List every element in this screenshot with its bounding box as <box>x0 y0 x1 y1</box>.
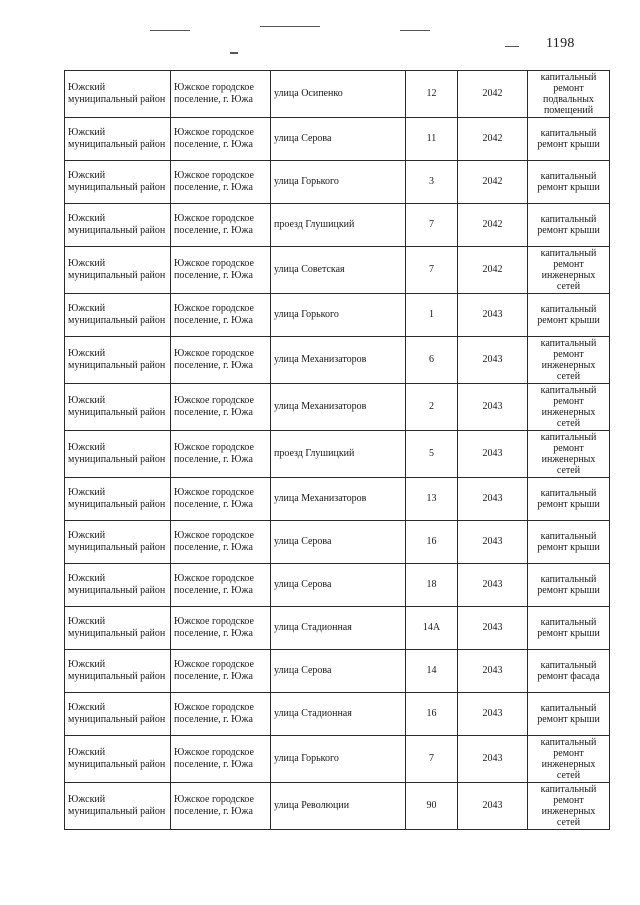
street-cell: улица Горького <box>271 161 406 204</box>
street-cell: улица Механизаторов <box>271 384 406 431</box>
table-row <box>65 247 610 294</box>
work-type-cell: капитальный ремонт крыши <box>528 693 610 736</box>
table-row <box>65 294 610 337</box>
settlement-cell: Южское городское поселение, г. Южа <box>171 521 271 564</box>
scan-artifact <box>150 30 190 31</box>
work-type-cell: капитальный ремонт инженерных сетей <box>528 431 610 478</box>
street-cell: улица Механизаторов <box>271 478 406 521</box>
district-cell: Южский муниципальный район <box>65 564 171 607</box>
house-number-cell: 2 <box>406 384 458 431</box>
street-cell: улица Осипенко <box>271 71 406 118</box>
settlement-cell: Южское городское поселение, г. Южа <box>171 607 271 650</box>
street-cell: улица Серова <box>271 650 406 693</box>
street-cell: улица Серова <box>271 118 406 161</box>
work-type-cell: капитальный ремонт инженерных сетей <box>528 247 610 294</box>
street-cell: улица Серова <box>271 521 406 564</box>
street-cell: улица Стадионная <box>271 693 406 736</box>
district-cell: Южский муниципальный район <box>65 521 171 564</box>
year-cell: 2043 <box>458 521 528 564</box>
house-number-cell: 16 <box>406 693 458 736</box>
district-cell: Южский муниципальный район <box>65 337 171 384</box>
street-cell: улица Горького <box>271 736 406 783</box>
house-number-cell: 18 <box>406 564 458 607</box>
year-cell: 2043 <box>458 736 528 783</box>
settlement-cell: Южское городское поселение, г. Южа <box>171 204 271 247</box>
settlement-cell: Южское городское поселение, г. Южа <box>171 693 271 736</box>
house-number-cell: 5 <box>406 431 458 478</box>
house-number-cell: 7 <box>406 736 458 783</box>
settlement-cell: Южское городское поселение, г. Южа <box>171 161 271 204</box>
table-row <box>65 521 610 564</box>
district-cell: Южский муниципальный район <box>65 783 171 830</box>
district-cell: Южский муниципальный район <box>65 247 171 294</box>
work-type-cell: капитальный ремонт крыши <box>528 294 610 337</box>
year-cell: 2042 <box>458 161 528 204</box>
settlement-cell: Южское городское поселение, г. Южа <box>171 118 271 161</box>
table-row <box>65 478 610 521</box>
year-cell: 2042 <box>458 204 528 247</box>
scan-artifact <box>400 30 430 31</box>
page-number: 1198 <box>546 36 575 51</box>
house-number-cell: 7 <box>406 204 458 247</box>
table-row <box>65 161 610 204</box>
settlement-cell: Южское городское поселение, г. Южа <box>171 783 271 830</box>
district-cell: Южский муниципальный район <box>65 294 171 337</box>
settlement-cell: Южское городское поселение, г. Южа <box>171 247 271 294</box>
year-cell: 2043 <box>458 693 528 736</box>
settlement-cell: Южское городское поселение, г. Южа <box>171 294 271 337</box>
work-type-cell: капитальный ремонт крыши <box>528 564 610 607</box>
table-row <box>65 431 610 478</box>
work-type-cell: капитальный ремонт инженерных сетей <box>528 783 610 830</box>
district-cell: Южский муниципальный район <box>65 161 171 204</box>
work-type-cell: капитальный ремонт крыши <box>528 118 610 161</box>
house-number-cell: 3 <box>406 161 458 204</box>
street-cell: улица Стадионная <box>271 607 406 650</box>
district-cell: Южский муниципальный район <box>65 204 171 247</box>
year-cell: 2043 <box>458 337 528 384</box>
year-cell: 2043 <box>458 431 528 478</box>
street-cell: улица Революции <box>271 783 406 830</box>
year-cell: 2042 <box>458 71 528 118</box>
house-number-cell: 12 <box>406 71 458 118</box>
table-row <box>65 118 610 161</box>
settlement-cell: Южское городское поселение, г. Южа <box>171 736 271 783</box>
year-cell: 2042 <box>458 118 528 161</box>
house-number-cell: 11 <box>406 118 458 161</box>
district-cell: Южский муниципальный район <box>65 693 171 736</box>
scan-artifact <box>505 46 519 47</box>
street-cell: проезд Глушицкий <box>271 431 406 478</box>
settlement-cell: Южское городское поселение, г. Южа <box>171 564 271 607</box>
year-cell: 2043 <box>458 384 528 431</box>
district-cell: Южский муниципальный район <box>65 71 171 118</box>
street-cell: улица Советская <box>271 247 406 294</box>
district-cell: Южский муниципальный район <box>65 607 171 650</box>
year-cell: 2043 <box>458 564 528 607</box>
year-cell: 2043 <box>458 650 528 693</box>
work-type-cell: капитальный ремонт инженерных сетей <box>528 736 610 783</box>
work-type-cell: капитальный ремонт крыши <box>528 161 610 204</box>
year-cell: 2043 <box>458 478 528 521</box>
settlement-cell: Южское городское поселение, г. Южа <box>171 650 271 693</box>
street-cell: улица Механизаторов <box>271 337 406 384</box>
year-cell: 2043 <box>458 607 528 650</box>
table-body <box>65 71 610 830</box>
scan-artifact <box>260 26 320 27</box>
work-type-cell: капитальный ремонт подвальных помещений <box>528 71 610 118</box>
settlement-cell: Южское городское поселение, г. Южа <box>171 384 271 431</box>
settlement-cell: Южское городское поселение, г. Южа <box>171 478 271 521</box>
settlement-cell: Южское городское поселение, г. Южа <box>171 337 271 384</box>
year-cell: 2042 <box>458 247 528 294</box>
house-number-cell: 7 <box>406 247 458 294</box>
district-cell: Южский муниципальный район <box>65 736 171 783</box>
work-type-cell: капитальный ремонт крыши <box>528 607 610 650</box>
settlement-cell: Южское городское поселение, г. Южа <box>171 71 271 118</box>
table-row <box>65 337 610 384</box>
house-number-cell: 16 <box>406 521 458 564</box>
house-number-cell: 1 <box>406 294 458 337</box>
work-type-cell: капитальный ремонт крыши <box>528 204 610 247</box>
table-row <box>65 693 610 736</box>
settlement-cell: Южское городское поселение, г. Южа <box>171 431 271 478</box>
table-row <box>65 650 610 693</box>
year-cell: 2043 <box>458 294 528 337</box>
table-row <box>65 783 610 830</box>
district-cell: Южский муниципальный район <box>65 650 171 693</box>
work-type-cell: капитальный ремонт инженерных сетей <box>528 337 610 384</box>
work-type-cell: капитальный ремонт крыши <box>528 521 610 564</box>
work-type-cell: капитальный ремонт инженерных сетей <box>528 384 610 431</box>
work-type-cell: капитальный ремонт крыши <box>528 478 610 521</box>
housing-repair-table <box>64 70 610 830</box>
table-row <box>65 71 610 118</box>
street-cell: проезд Глушицкий <box>271 204 406 247</box>
house-number-cell: 14 <box>406 650 458 693</box>
table-row <box>65 736 610 783</box>
work-type-cell: капитальный ремонт фасада <box>528 650 610 693</box>
district-cell: Южский муниципальный район <box>65 431 171 478</box>
scan-artifact <box>230 52 238 54</box>
district-cell: Южский муниципальный район <box>65 384 171 431</box>
street-cell: улица Серова <box>271 564 406 607</box>
table-row <box>65 204 610 247</box>
house-number-cell: 13 <box>406 478 458 521</box>
street-cell: улица Горького <box>271 294 406 337</box>
house-number-cell: 90 <box>406 783 458 830</box>
district-cell: Южский муниципальный район <box>65 118 171 161</box>
table-row <box>65 564 610 607</box>
table-row <box>65 384 610 431</box>
house-number-cell: 14А <box>406 607 458 650</box>
house-number-cell: 6 <box>406 337 458 384</box>
year-cell: 2043 <box>458 783 528 830</box>
district-cell: Южский муниципальный район <box>65 478 171 521</box>
table-row <box>65 607 610 650</box>
